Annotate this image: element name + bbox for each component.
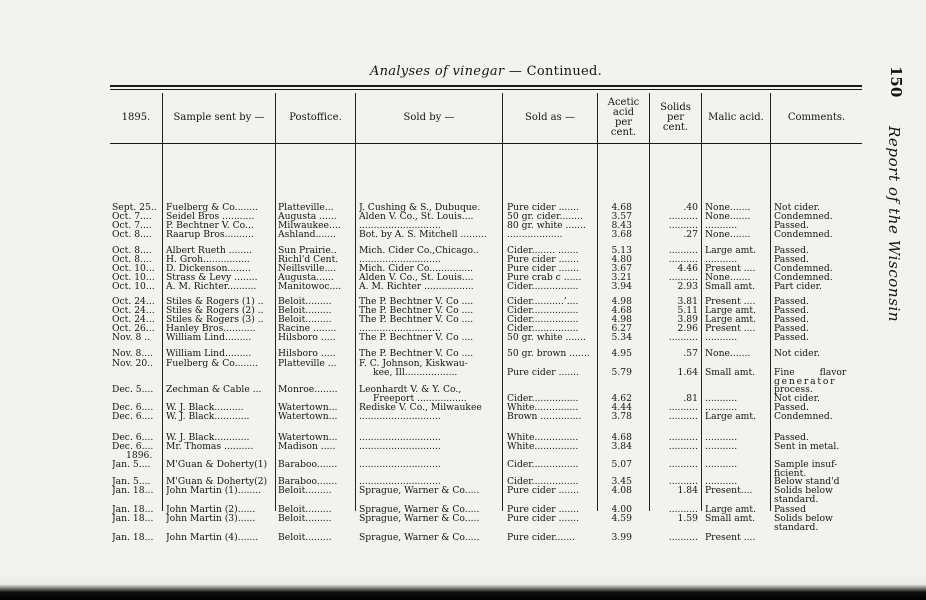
cell-post: Manitowoc.... (278, 282, 342, 292)
cell-solids: 3.81 (677, 297, 698, 307)
cell-sold-as: ................... (507, 230, 563, 240)
cell-malic: Present .... (705, 264, 756, 274)
cell-solids: .27 (683, 230, 698, 240)
cell-malic: ........... (705, 442, 738, 452)
cell-solids: .......... (668, 255, 698, 265)
cell-solids: .......... (668, 460, 698, 470)
cell-sold-by: Alden V. Co., St. Louis.... (359, 273, 474, 283)
cell-date: Dec. 6.... (112, 433, 154, 443)
cell-sender: Seidel Bros ........... (166, 212, 255, 222)
cell-sold-as: Pure cider....... (507, 533, 576, 543)
cell-sender: William Lind......... (166, 349, 252, 359)
table-row (110, 533, 862, 543)
col-comments: Comments. (787, 112, 846, 123)
cell-malic: ........... (705, 394, 738, 404)
cell-sold-by: Bot. by A. S. Mitchell ......... (359, 230, 487, 240)
cell-malic: Large amt. (705, 306, 757, 316)
cell-acetic: 5.79 (611, 368, 632, 378)
cell-solids: .......... (668, 433, 698, 443)
cell-sold-by: Rediske V. Co., Milwaukee (359, 403, 482, 413)
cell-post: Beloit......... (278, 505, 332, 515)
cell-sender: Albert Rueth ........ (166, 246, 253, 256)
cell-sender: Fuelberg & Co........ (166, 203, 259, 213)
cell-malic: Large amt. (705, 505, 757, 515)
cell-comments: Passed. (774, 403, 809, 413)
cell-sold-by: The P. Bechtner V. Co .... (359, 297, 474, 307)
table-row (110, 349, 862, 359)
cell-acetic: 4.00 (611, 505, 632, 515)
cell-solids: 4.46 (677, 264, 698, 274)
cell-acetic: 3.99 (611, 533, 632, 543)
cell-sold-as: Brown .............. (507, 412, 582, 422)
cell-sold-by: ............................ (359, 412, 441, 422)
cell-comments: Not cider. (774, 394, 820, 404)
cell-post: Beloit......... (278, 306, 332, 316)
cell-malic: Small amt. (705, 514, 756, 524)
title-dash: — (504, 64, 527, 79)
cell-malic: None....... (705, 230, 751, 240)
cell-post: Watertown... (278, 412, 338, 422)
cell-acetic: 5.34 (611, 333, 632, 343)
cell-post: Hilsboro ..... (278, 349, 336, 359)
cell-sold-by: The P. Bechtner V. Co .... (359, 349, 474, 359)
cell-sold-by: A. M. Richter ................. (359, 282, 474, 292)
cell-sold-by: Leonhardt V. & Y. Co., (359, 385, 462, 395)
cell-date: Jan. 5.... (112, 460, 151, 470)
cell-solids: .......... (668, 403, 698, 413)
col-solids: Solids per cent. (660, 102, 691, 133)
cell-date: Dec. 6.... (112, 412, 154, 422)
cell-acetic: 4.44 (611, 403, 632, 413)
cell-date: Oct. 8.... (112, 230, 152, 240)
cell-solids: 1.64 (677, 368, 698, 378)
cell-comments: Passed. (774, 221, 809, 231)
cell-malic: Present .... (705, 297, 756, 307)
cell-malic: ........... (705, 333, 738, 343)
cell-post: Neillsville.... (278, 264, 337, 274)
cell-sold-as: Cider................ (507, 306, 579, 316)
cell-sold-as: Pure cider ....... (507, 255, 580, 265)
cell-sold-as: Pure cider ....... (507, 264, 580, 274)
cell-post: Augusta ...... (278, 212, 337, 222)
cell-post: Platteville ... (278, 359, 337, 369)
cell-solids: .......... (668, 333, 698, 343)
cell-date: Oct. 10... (112, 273, 155, 283)
page-title (110, 64, 862, 79)
cell-sold-as: Cider................ (507, 394, 579, 404)
cell-solids: .......... (668, 246, 698, 256)
cell-date: Jan. 18... (112, 533, 154, 543)
cell-date: Sept. 25.. (112, 203, 157, 213)
cell-malic: ........... (705, 433, 738, 443)
cell-sold-by: ............................ (359, 460, 441, 470)
cell-sold-as: 80 gr. white ....... (507, 221, 586, 231)
cell-comments: Solids below (774, 486, 833, 496)
table-header (110, 93, 862, 144)
table-row (110, 523, 862, 533)
cell-solids: .......... (668, 533, 698, 543)
cell-post: Baraboo....... (278, 477, 338, 487)
cell-post: Beloit......... (278, 315, 332, 325)
cell-sender: Hanley Bros........... (166, 324, 256, 334)
cell-sold-as: Pure cider ....... (507, 505, 580, 515)
cell-malic: Small amt. (705, 282, 756, 292)
cell-sold-as: Cider................ (507, 324, 579, 334)
cell-solids: .......... (668, 442, 698, 452)
cell-comments: Sample insuf- (774, 460, 838, 470)
cell-sold-by: The P. Bechtner V. Co .... (359, 333, 474, 343)
cell-acetic: 4.68 (611, 433, 632, 443)
cell-comments: Passed. (774, 433, 809, 443)
cell-solids: 1.84 (677, 486, 698, 496)
cell-sender: M'Guan & Doherty(1) (166, 460, 268, 470)
cell-acetic: 3.57 (611, 212, 632, 222)
cell-acetic: 3.21 (611, 273, 632, 283)
cell-comments: Fine flavor (774, 368, 847, 378)
cell-comments: Below stand'd (774, 477, 840, 487)
col-sold-as: Sold as — (525, 112, 575, 123)
cell-comments: ficient. (774, 469, 807, 479)
cell-sold-as: 50 gr. brown ....... (507, 349, 590, 359)
running-head-text: Report of the Wisconsin (885, 126, 903, 323)
cell-malic: None....... (705, 212, 751, 222)
cell-malic: Small amt. (705, 368, 756, 378)
cell-date: Oct. 24... (112, 315, 155, 325)
cell-post: Watertown... (278, 433, 338, 443)
cell-comments: standard. (774, 495, 819, 505)
cell-sold-by: ............................ (359, 433, 441, 443)
cell-solids: 2.93 (677, 282, 698, 292)
cell-sold-as: Pure cider ....... (507, 368, 580, 378)
cell-sender: Strass & Levy ........ (166, 273, 258, 283)
col-acetic: Acetic acid per cent. (607, 97, 640, 138)
cell-sold-by: Sprague, Warner & Co..... (359, 514, 480, 524)
cell-comments: Condemned. (774, 264, 833, 274)
col-malic: Malic acid. (708, 112, 764, 123)
cell-sold-by: Freeport ................. (373, 394, 467, 404)
cell-solids: .......... (668, 273, 698, 283)
cell-sold-as: Pure cider ....... (507, 203, 580, 213)
cell-date: Nov. 20.. (112, 359, 154, 369)
cell-date: Oct. 7.... (112, 221, 152, 231)
cell-comments: Condemned. (774, 212, 833, 222)
cell-comments: Solids below (774, 514, 833, 524)
cell-comments: Not cider. (774, 349, 820, 359)
cell-date: Oct. 10... (112, 264, 155, 274)
cell-date: Dec. 6.... (112, 403, 154, 413)
cell-acetic: 8.43 (611, 221, 632, 231)
cell-acetic: 3.84 (611, 442, 632, 452)
cell-sold-by: ............................ (359, 477, 441, 487)
cell-date: Oct. 24... (112, 306, 155, 316)
cell-solids: 1.59 (677, 514, 698, 524)
cell-sender: Raarup Bros.......... (166, 230, 254, 240)
cell-post: Beloit......... (278, 486, 332, 496)
cell-date: Dec. 6.... (112, 442, 154, 452)
cell-solids: 3.89 (677, 315, 698, 325)
cell-acetic: 6.27 (611, 324, 632, 334)
cell-sender: H. Groh................ (166, 255, 250, 265)
cell-acetic: 4.98 (611, 315, 632, 325)
cell-solids: 5.11 (677, 306, 698, 316)
cell-post: Platteville... (278, 203, 334, 213)
cell-acetic: 3.67 (611, 264, 632, 274)
cell-date: Oct. 8.... (112, 255, 152, 265)
cell-sender: M'Guan & Doherty(2) (166, 477, 268, 487)
cell-sold-as: Cider................ (507, 460, 579, 470)
cell-sold-as: Cider................ (507, 282, 579, 292)
table-row (110, 495, 862, 505)
cell-sender: D. Dickenson........ (166, 264, 251, 274)
cell-post: Augusta...... (278, 273, 334, 283)
cell-date: Oct. 7.... (112, 212, 152, 222)
cell-comments: Passed. (774, 315, 809, 325)
cell-date: Nov. 8.... (112, 349, 154, 359)
cell-sender: Zechman & Cable ... (166, 385, 262, 395)
cell-sold-by: The P. Bechtner V. Co .... (359, 315, 474, 325)
cell-solids: .......... (668, 221, 698, 231)
table-row (110, 282, 862, 292)
cell-solids: .81 (683, 394, 698, 404)
cell-sender: Stiles & Rogers (1) .. (166, 297, 264, 307)
cell-solids: .......... (668, 412, 698, 422)
cell-date: Dec. 5.... (112, 385, 154, 395)
cell-date: Oct. 8.... (112, 246, 152, 256)
cell-solids: .......... (668, 212, 698, 222)
cell-acetic: 5.13 (611, 246, 632, 256)
cell-comments: Passed (774, 505, 806, 515)
cell-sold-by: kee, Ill.................. (373, 368, 458, 378)
cell-date: 1896. (126, 451, 153, 461)
cell-malic: None....... (705, 203, 751, 213)
cell-solids: .......... (668, 477, 698, 487)
cell-date: Jan. 5.... (112, 477, 151, 487)
cell-date: Jan. 18... (112, 514, 154, 524)
cell-post: Hilsboro ..... (278, 333, 336, 343)
cell-sender: John Martin (1)........ (166, 486, 262, 496)
cell-sender: Stiles & Rogers (2) .. (166, 306, 264, 316)
cell-sender: P. Bechtner V. Co... (166, 221, 254, 231)
col-sender: Sample sent by — (173, 112, 265, 123)
cell-sold-as: Pure cider ....... (507, 514, 580, 524)
cell-comments: Not cider. (774, 203, 820, 213)
title-italic: Analyses of vinegar (369, 64, 505, 79)
cell-sender: Mr. Thomas .......... (166, 442, 254, 452)
table-row (110, 412, 862, 422)
cell-sold-as: Cider................ (507, 315, 579, 325)
cell-solids: .......... (668, 505, 698, 515)
col-postoffice: Postoffice. (289, 112, 342, 123)
cell-comments: standard. (774, 523, 819, 533)
cell-comments: Passed. (774, 297, 809, 307)
cell-sold-by: ............................ (359, 442, 441, 452)
cell-acetic: 3.45 (611, 477, 632, 487)
cell-comments: Condemned. (774, 230, 833, 240)
cell-post: Racine ........ (278, 324, 337, 334)
cell-comments: Part cider. (774, 282, 822, 292)
cell-post: Sun Prairie.. (278, 246, 337, 256)
cell-sold-as: 50 gr. white ....... (507, 333, 586, 343)
page-number: 150 (887, 66, 905, 98)
cell-comments: Passed. (774, 306, 809, 316)
cell-post: Watertown... (278, 403, 338, 413)
cell-malic: Large amt. (705, 315, 757, 325)
cell-sender: Stiles & Rogers (3) .. (166, 315, 264, 325)
cell-sold-by: Sprague, Warner & Co..... (359, 533, 480, 543)
top-rule (110, 85, 862, 87)
cell-post: Ashland....... (278, 230, 336, 240)
cell-comments: Condemned. (774, 412, 833, 422)
cell-sold-as: Cider................ (507, 477, 579, 487)
cell-sold-by: ............................ (359, 221, 441, 231)
cell-comments: Condemned. (774, 273, 833, 283)
cell-post: Beloit......... (278, 533, 332, 543)
cell-malic: ........... (705, 255, 738, 265)
cell-comments: Passed. (774, 324, 809, 334)
cell-comments: process. (774, 385, 813, 395)
cell-sold-by: The P. Bechtner V. Co .... (359, 306, 474, 316)
cell-post: Madison ..... (278, 442, 336, 452)
col-year: 1895. (121, 112, 151, 123)
cell-date: Jan. 18... (112, 505, 154, 515)
cell-malic: ........... (705, 477, 738, 487)
cell-sender: Fuelberg & Co........ (166, 359, 259, 369)
cell-date: Oct. 26... (112, 324, 155, 334)
cell-acetic: 4.80 (611, 255, 632, 265)
table-row (110, 333, 862, 343)
cell-malic: ........... (705, 221, 738, 231)
cell-date: Oct. 10... (112, 282, 155, 292)
cell-solids: 2.96 (677, 324, 698, 334)
cell-sender: W. J. Black.......... (166, 403, 244, 413)
top-rule-thin (110, 89, 862, 90)
cell-date: Oct. 24... (112, 297, 155, 307)
cell-malic: Present.... (705, 486, 753, 496)
cell-sold-by: Alden V. Co., St. Louis.... (359, 212, 474, 222)
cell-sold-as: White............... (507, 403, 579, 413)
cell-post: Richl'd Cent. (278, 255, 339, 265)
cell-date: Jan. 18... (112, 486, 154, 496)
cell-sender: A. M. Richter.......... (166, 282, 257, 292)
cell-solids: .40 (683, 203, 698, 213)
cell-acetic: 3.94 (611, 282, 632, 292)
cell-sold-by: J. Cushing & S., Dubuque. (359, 203, 481, 213)
cell-malic: None....... (705, 349, 751, 359)
cell-post: Milwaukee.... (278, 221, 341, 231)
cell-sender: John Martin (2)...... (166, 505, 256, 515)
cell-date: Nov. 8 .. (112, 333, 151, 343)
cell-sender: John Martin (3)...... (166, 514, 256, 524)
cell-acetic: 4.59 (611, 514, 632, 524)
cell-acetic: 4.95 (611, 349, 632, 359)
cell-malic: ........... (705, 403, 738, 413)
cell-sold-by: ............................ (359, 255, 441, 265)
cell-acetic: 4.62 (611, 394, 632, 404)
col-sold-by: Sold by — (403, 112, 455, 123)
cell-comments: Passed. (774, 246, 809, 256)
cell-sold-as: Pure cider ....... (507, 486, 580, 496)
cell-acetic: 4.68 (611, 306, 632, 316)
cell-malic: ........... (705, 460, 738, 470)
cell-comments: Sent in metal. (774, 442, 840, 452)
cell-malic: Large amt. (705, 412, 757, 422)
cell-sold-as: White............... (507, 433, 579, 443)
cell-post: Beloit......... (278, 297, 332, 307)
cell-sold-as: Cider...........’.... (507, 297, 579, 307)
cell-comments: Passed. (774, 255, 809, 265)
cell-malic: Present .... (705, 533, 756, 543)
cell-post: Monroe........ (278, 385, 338, 395)
cell-acetic: 4.68 (611, 203, 632, 213)
cell-acetic: 4.08 (611, 486, 632, 496)
cell-post: Beloit......... (278, 514, 332, 524)
cell-comments: generator (774, 377, 837, 387)
cell-sold-as: White............... (507, 442, 579, 452)
table-row (110, 230, 862, 240)
cell-sender: William Lind......... (166, 333, 252, 343)
cell-acetic: 5.07 (611, 460, 632, 470)
cell-sold-as: Cider........ ....... (507, 246, 579, 256)
cell-sold-by: F. C. Johnson, Kiskwau- (359, 359, 468, 369)
cell-malic: Present .... (705, 324, 756, 334)
cell-sold-as: Pure crab c ...... (507, 273, 582, 283)
cell-sold-by: Sprague, Warner & Co..... (359, 505, 480, 515)
cell-sender: W. J. Black............ (166, 412, 250, 422)
cell-sold-by: Mich. Cider Co............... (359, 264, 474, 274)
cell-post: Baraboo....... (278, 460, 338, 470)
cell-comments: Passed. (774, 333, 809, 343)
cell-acetic: 3.68 (611, 230, 632, 240)
cell-malic: Large amt. (705, 246, 757, 256)
cell-sender: W. J. Black............ (166, 433, 250, 443)
cell-acetic: 3.78 (611, 412, 632, 422)
cell-sender: John Martin (4)....... (166, 533, 259, 543)
page-edge-shadow (0, 574, 926, 600)
cell-solids: .57 (683, 349, 698, 359)
cell-sold-by: Mich. Cider Co.,Chicago.. (359, 246, 479, 256)
cell-sold-by: Sprague, Warner & Co..... (359, 486, 480, 496)
title-continued: Continued. (526, 64, 603, 79)
cell-malic: None....... (705, 273, 751, 283)
vinegar-analysis-table (110, 93, 862, 543)
cell-acetic: 4.98 (611, 297, 632, 307)
cell-sold-by: ............................ (359, 324, 441, 334)
cell-sold-as: 50 gr. cider........ (507, 212, 583, 222)
